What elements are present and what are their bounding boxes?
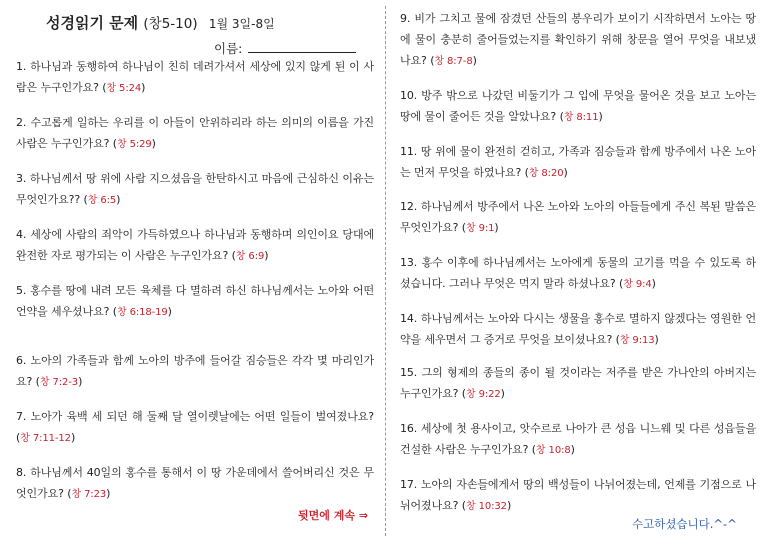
- question-ref: 창 7:2-3: [39, 377, 79, 388]
- column-divider: [385, 6, 386, 536]
- question-ref: 창 9:13: [619, 335, 655, 346]
- question-ref: 창 6:5: [87, 195, 117, 206]
- question-9: 9. 비가 그치고 물에 잠겼던 산들의 봉우리가 보이기 시작하면서 노아는 땅에 물이 충분히 줄어들었는지를 확인하기 위해 창문을 열어 무엇을 내보냈나요? (창 8:7-8): [400, 12, 756, 67]
- question-ref: 창 8:7-8: [434, 56, 473, 67]
- title-text: 성경읽기 문제: [46, 14, 139, 32]
- worksheet-header: [16, 12, 374, 62]
- title-scripture-ref: (창5-10): [143, 16, 198, 32]
- question-7: 7. 노아가 육백 세 되던 해 둘째 달 열이렛날에는 어떤 일들이 벌여졌나요? (창 7:11-12): [16, 410, 374, 444]
- name-line: [214, 39, 356, 57]
- question-text: 14. 하나님께서는 노아와 다시는 생물을 홍수로 멸하지 않겠다는 영원한 언약을 세우면서 그 증거로 무엇을 보이셨나요?: [400, 312, 756, 346]
- question-text: 9. 비가 그치고 물에 잠겼던 산들의 봉우리가 보이기 시작하면서 노아는 땅에 물이 충분히 줄어들었는지를 확인하기 위해 창문을 열어 무엇을 내보냈나요?: [400, 12, 756, 67]
- title-date: 1월 3일-8일: [208, 17, 275, 31]
- question-text: 1. 하나님과 동행하여 하나님이 친히 데려가셔서 세상에 있지 않게 된 이 사람은 누구인가요?: [16, 60, 374, 94]
- question-text: 7. 노아가 육백 세 되던 해 둘째 달 열이렛날에는 어떤 일들이 벌여졌나요?: [16, 410, 374, 423]
- continue-on-back-note: 뒷면에 계속 ⇒: [298, 509, 369, 522]
- closing-message: 수고하셨습니다.^-^: [632, 517, 737, 531]
- question-11: 11. 땅 위에 물이 완전히 걷히고, 가족과 짐승들과 함께 방주에서 나온 노아는 먼저 무엇을 하였나요? (창 8:20): [400, 145, 756, 179]
- question-ref: 창 8:11: [563, 112, 599, 123]
- question-8: 8. 하나님께서 40일의 홍수를 통해서 이 땅 가운데에서 쓸어버리신 것은 무엇인가요? (창 7:23): [16, 466, 374, 500]
- question-ref: 창 5:24: [106, 83, 142, 94]
- question-ref: 창 7:23: [71, 489, 107, 500]
- page-title: [46, 12, 275, 33]
- question-2: 2. 수고롭게 일하는 우리를 이 아들이 안위하리라 하는 의미의 이름을 가진 사람은 누구인가요? (창 5:29): [16, 116, 374, 150]
- question-ref: 창 9:4: [623, 279, 652, 290]
- question-text: 15. 그의 형제의 종들의 종이 될 것이라는 저주를 받은 가나안의 아버지는 누구인가요?: [400, 366, 756, 400]
- question-ref: 창 7:11-12: [20, 433, 71, 444]
- question-3: 3. 하나님께서 땅 위에 사람 지으셨음을 한탄하시고 마음에 근심하신 이유는 무엇인가요?? (창 6:5): [16, 172, 374, 206]
- question-text: 12. 하나님께서 방주에서 나온 노아와 노아의 아들들에게 주신 복된 말씀은 무엇인가요?: [400, 200, 756, 234]
- question-ref: 창 10:8: [535, 445, 571, 456]
- name-label: 이름:: [214, 41, 243, 56]
- question-4: 4. 세상에 사람의 죄악이 가득하였으나 하나님과 동행하며 의인이요 당대에 완전한 자로 평가되는 이 사람은 누구인가요? (창 6:9): [16, 228, 374, 262]
- question-15: 15. 그의 형제의 종들의 종이 될 것이라는 저주를 받은 가나안의 아버지는 누구인가요? (창 9:22): [400, 366, 756, 400]
- question-ref: 창 9:1: [465, 223, 495, 234]
- question-ref: 창 5:29: [116, 139, 152, 150]
- question-1: 1. 하나님과 동행하여 하나님이 친히 데려가셔서 세상에 있지 않게 된 이 사람은 누구인가요? (창 5:24): [16, 60, 374, 94]
- question-ref: 창 10:32: [465, 501, 507, 512]
- name-blank: [248, 40, 356, 53]
- question-ref: 창 8:20: [528, 168, 564, 179]
- question-ref: 창 9:22: [465, 389, 501, 400]
- question-ref: 창 6:9: [235, 251, 265, 262]
- question-text: 5. 홍수를 땅에 내려 모든 육체를 다 멸하려 하신 하나님께서는 노아와 어떤 언약을 세우셨나요?: [16, 284, 374, 318]
- question-14: 14. 하나님께서는 노아와 다시는 생물을 홍수로 멸하지 않겠다는 영원한 언약을 세우면서 그 증거로 무엇을 보이셨나요? (창 9:13): [400, 312, 756, 346]
- question-text: 4. 세상에 사람의 죄악이 가득하였으나 하나님과 동행하며 의인이요 당대에 완전한 자로 평가되는 이 사람은 누구인가요?: [16, 228, 374, 262]
- question-text: 6. 노아의 가족들과 함께 노아의 방주에 들어갈 짐승들은 각각 몇 마리인가요?: [16, 354, 374, 388]
- question-text: 3. 하나님께서 땅 위에 사람 지으셨음을 한탄하시고 마음에 근심하신 이유는 무엇인가요??: [16, 172, 374, 206]
- question-text: 13. 홍수 이후에 하나님께서는 노아에게 동물의 고기를 먹을 수 있도록 하셨습니다. 그러나 무엇은 먹지 말라 하셨나요?: [400, 256, 756, 290]
- question-text: 16. 세상에 첫 용사이고, 앗수르로 나아가 큰 성읍 니느웨 및 다른 성읍들을 건설한 사람은 누구인가요?: [400, 422, 756, 456]
- question-text: 10. 방주 밖으로 나갔던 비둘기가 그 입에 무엇을 물어온 것을 보고 노아는 땅에 물이 줄어든 것을 알았나요?: [400, 89, 756, 123]
- question-ref: 창 6:18-19: [116, 307, 168, 318]
- question-16: 16. 세상에 첫 용사이고, 앗수르로 나아가 큰 성읍 니느웨 및 다른 성읍들을 건설한 사람은 누구인가요? (창 10:8): [400, 422, 756, 456]
- question-10: 10. 방주 밖으로 나갔던 비둘기가 그 입에 무엇을 물어온 것을 보고 노아는 땅에 물이 줄어든 것을 알았나요? (창 8:11): [400, 89, 756, 123]
- question-12: 12. 하나님께서 방주에서 나온 노아와 노아의 아들들에게 주신 복된 말씀은 무엇인가요? (창 9:1): [400, 200, 756, 234]
- question-17: 17. 노아의 자손들에게서 땅의 백성들이 나뉘어졌는데, 언제를 기점으로 나뉘어졌나요? (창 10:32): [400, 478, 756, 512]
- question-text: 8. 하나님께서 40일의 홍수를 통해서 이 땅 가운데에서 쓸어버리신 것은 무엇인가요?: [16, 466, 374, 500]
- question-text: 2. 수고롭게 일하는 우리를 이 아들이 안위하리라 하는 의미의 이름을 가진 사람은 누구인가요?: [16, 116, 374, 150]
- question-text: 17. 노아의 자손들에게서 땅의 백성들이 나뉘어졌는데, 언제를 기점으로 나뉘어졌나요?: [400, 478, 756, 512]
- question-13: 13. 홍수 이후에 하나님께서는 노아에게 동물의 고기를 먹을 수 있도록 하셨습니다. 그러나 무엇은 먹지 말라 하셨나요? (창 9:4): [400, 256, 756, 290]
- question-6: 6. 노아의 가족들과 함께 노아의 방주에 들어갈 짐승들은 각각 몇 마리인가요? (창 7:2-3): [16, 354, 374, 388]
- question-text: 11. 땅 위에 물이 완전히 걷히고, 가족과 짐승들과 함께 방주에서 나온 노아는 먼저 무엇을 하였나요?: [400, 145, 756, 179]
- question-5: 5. 홍수를 땅에 내려 모든 육체를 다 멸하려 하신 하나님께서는 노아와 어떤 언약을 세우셨나요? (창 6:18-19): [16, 284, 374, 318]
